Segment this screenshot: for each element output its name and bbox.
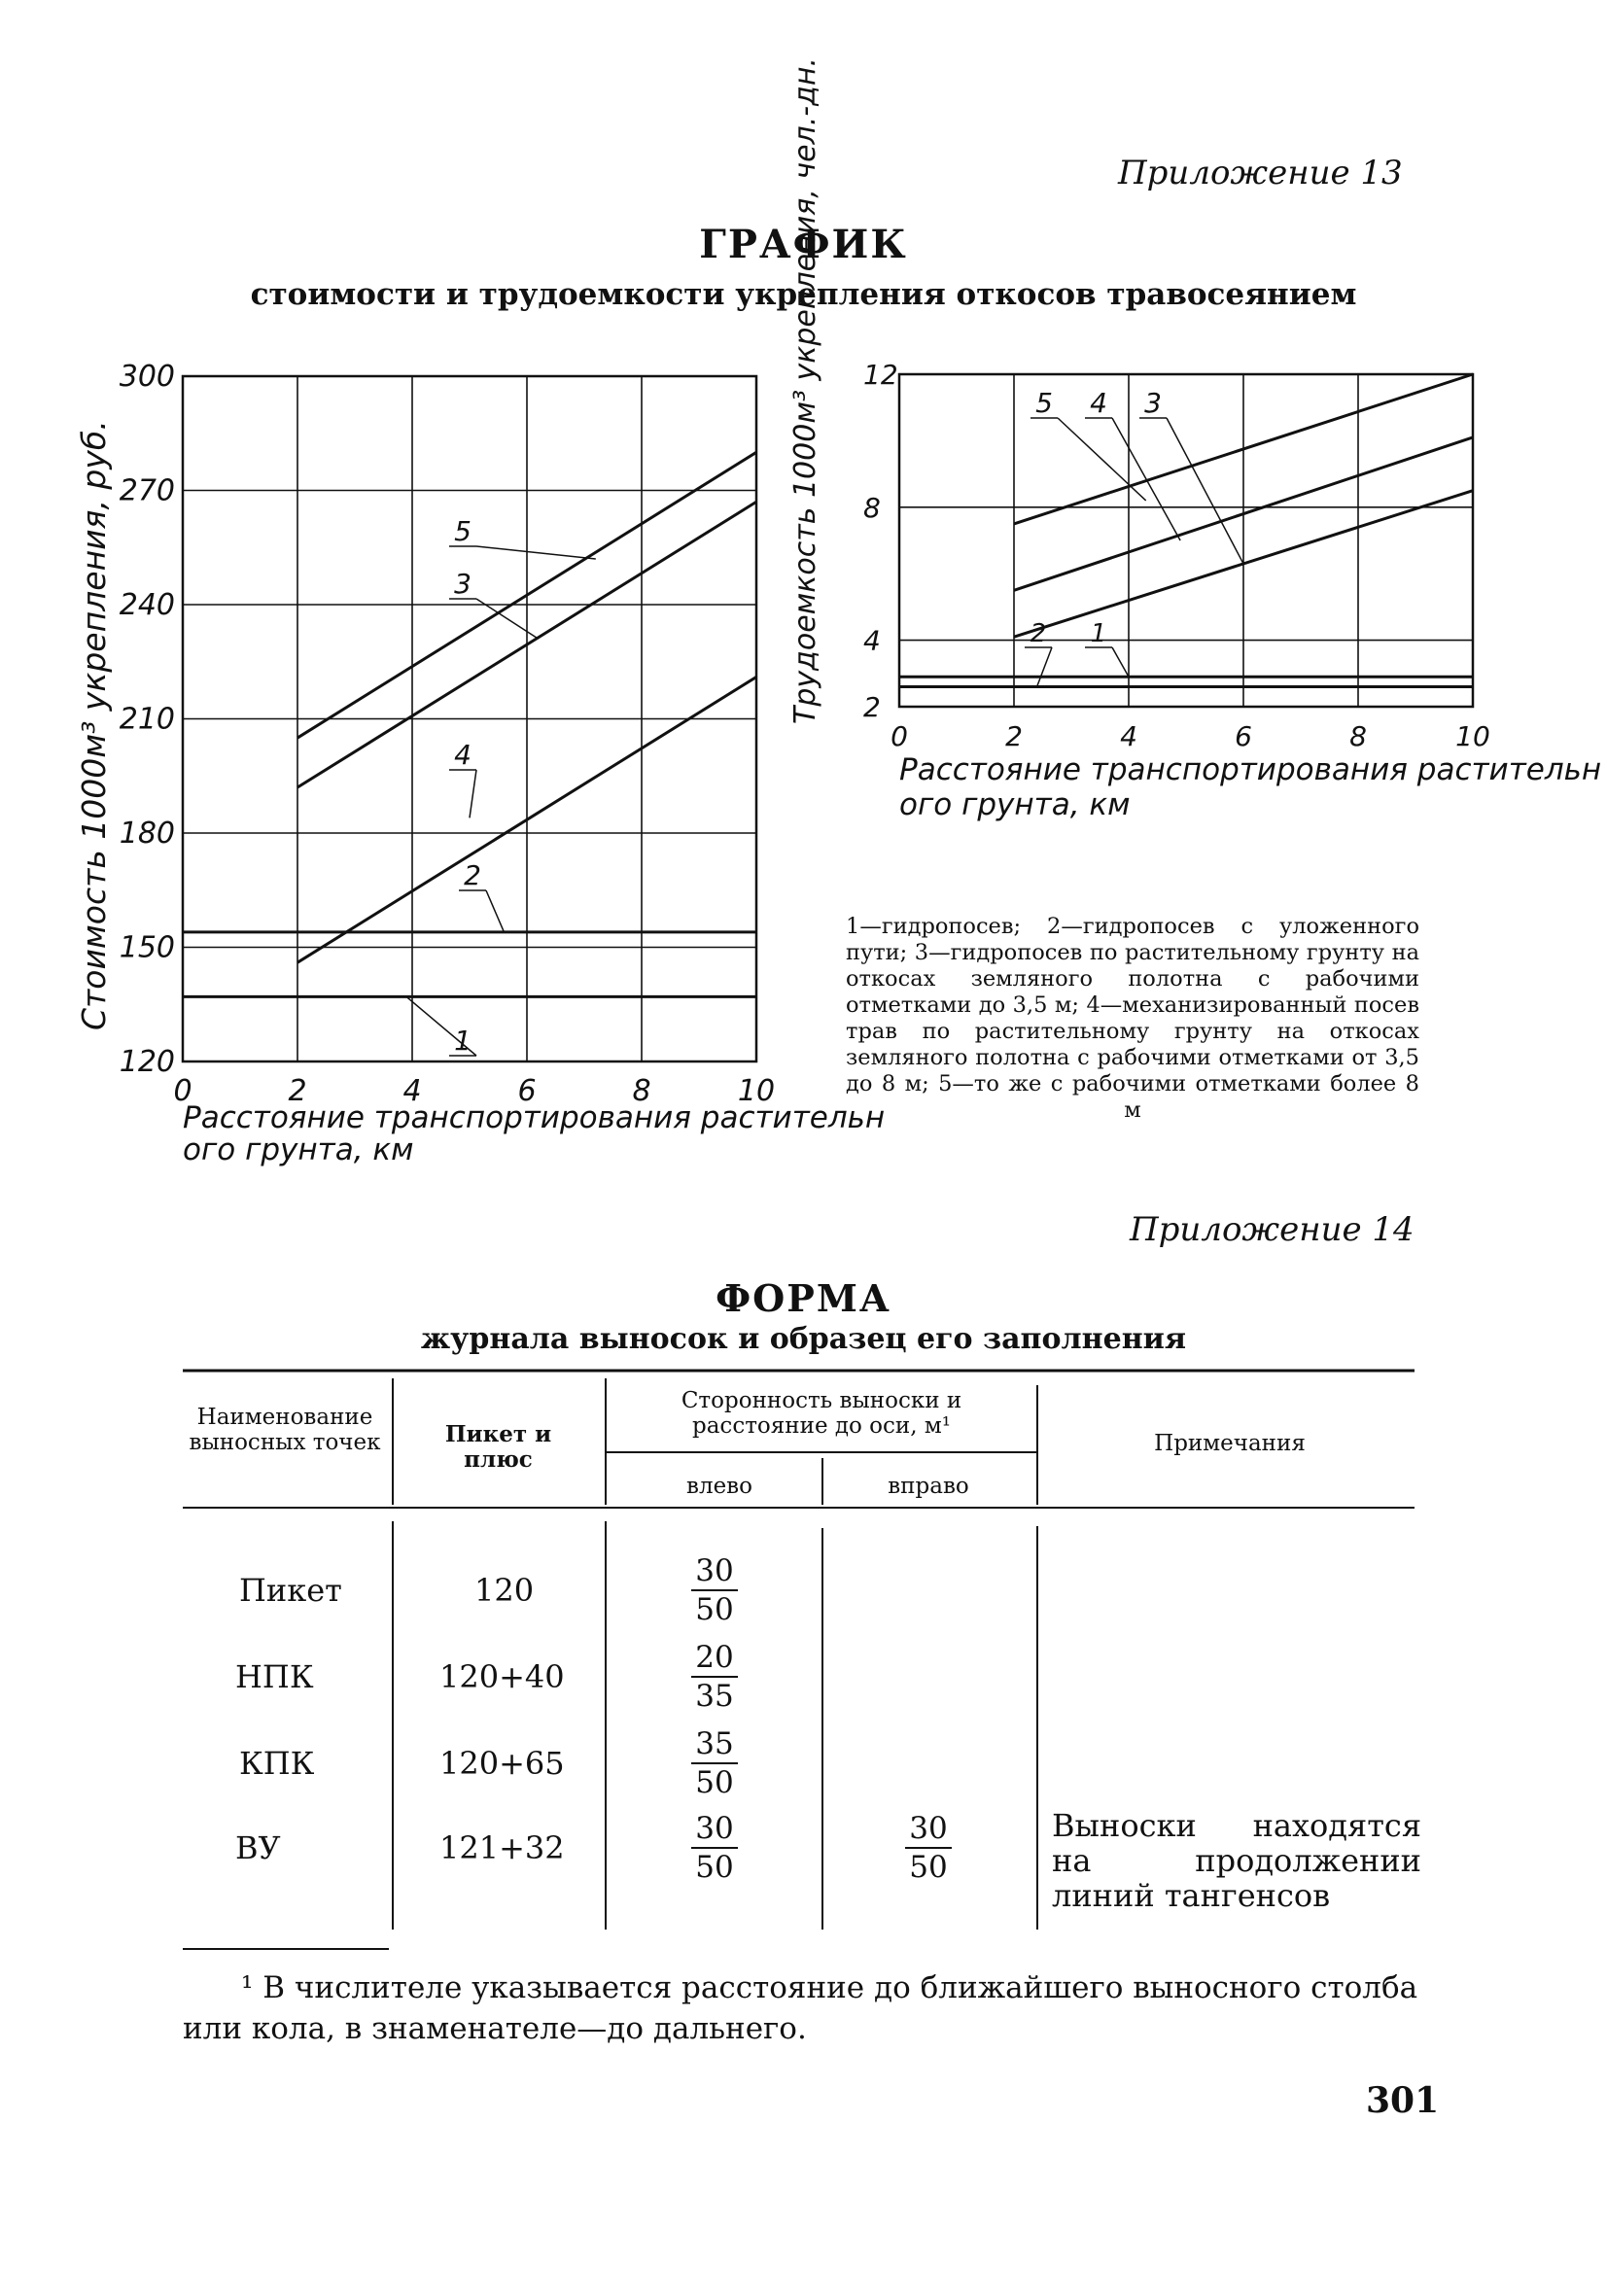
- header-right: вправо: [888, 1474, 969, 1499]
- row-name: НПК: [235, 1658, 314, 1695]
- right-numerator: 30: [905, 1810, 951, 1849]
- right-denominator: 50: [909, 1850, 948, 1885]
- row-left-fraction: [681, 1552, 749, 1628]
- row-right-fraction: [894, 1810, 962, 1886]
- row-name: КПК: [239, 1745, 315, 1782]
- row-picket: 120+40: [439, 1658, 565, 1695]
- series-label-3: 3: [454, 568, 472, 600]
- series-label-4: 4: [454, 739, 472, 771]
- y-tick-label: 120: [119, 1045, 175, 1079]
- header-picket: Пикет и плюс: [444, 1421, 552, 1473]
- page-number: 301: [1366, 2080, 1440, 2121]
- footnote: ¹ В числителе указывается расстояние до ближайшего выносного столба или кола, в знаменателе—до дальнего.: [183, 1970, 1418, 2046]
- y-tick-label: 8: [863, 491, 881, 524]
- left-numerator: 30: [691, 1552, 737, 1591]
- x-tick-label: 0: [891, 720, 908, 752]
- x-tick-label: 4: [402, 1074, 422, 1108]
- header-left: влево: [686, 1474, 752, 1499]
- y-tick-label: 240: [119, 588, 175, 622]
- x-tick-label: 6: [517, 1074, 537, 1108]
- y-tick-label: 4: [863, 624, 881, 657]
- y-tick-label: 2: [863, 691, 881, 723]
- x-tick-label: 2: [288, 1074, 307, 1108]
- row-name: Пикет: [239, 1572, 342, 1609]
- form-subtitle: журнала выносок и образец его заполнения: [420, 1322, 1187, 1356]
- x-tick-label: 2: [1005, 720, 1023, 752]
- x-tick-label: 6: [1235, 720, 1252, 752]
- x-tick-label: 10: [1455, 720, 1490, 752]
- form-title: ФОРМА: [716, 1276, 891, 1320]
- series-label-2: 2: [1030, 619, 1047, 648]
- series-label-2: 2: [464, 859, 481, 891]
- series-label-4: 4: [1090, 387, 1107, 419]
- x-tick-label: 8: [632, 1074, 651, 1108]
- y-axis-label: Стоимость 1000м³ укрепления, руб.: [75, 420, 113, 1030]
- header-side-distance: Сторонность выноски и расстояние до оси, м¹: [681, 1388, 962, 1439]
- x-axis-label-cont: ого грунта, км: [183, 1132, 414, 1167]
- row-left-fraction: [681, 1810, 749, 1886]
- series-label-5: 5: [1035, 387, 1053, 419]
- left-denominator: 35: [695, 1679, 734, 1714]
- row-note: Выноски находятся на продолжении линий тангенсов: [1052, 1807, 1421, 1914]
- y-tick-label: 150: [119, 930, 175, 965]
- appendix-14-label: Приложение 14: [1130, 1210, 1415, 1249]
- row-picket: 120+65: [439, 1745, 565, 1782]
- x-axis-label: Расстояние транспортирования растительн: [183, 1100, 886, 1135]
- left-numerator: 35: [691, 1725, 737, 1764]
- row-name: ВУ: [235, 1829, 281, 1866]
- y-axis-label: Трудоемкость 1000м³ укрепления, чел.-дн.: [788, 57, 822, 724]
- series-label-5: 5: [454, 515, 472, 547]
- left-denominator: 50: [695, 1850, 734, 1885]
- series-label-1: 1: [1090, 619, 1107, 648]
- appendix-13-label: Приложение 13: [1118, 154, 1403, 192]
- left-numerator: 20: [691, 1639, 737, 1678]
- y-tick-label: 300: [119, 360, 175, 394]
- y-tick-label: 270: [119, 473, 175, 508]
- y-tick-label: 180: [119, 817, 175, 851]
- left-denominator: 50: [695, 1765, 734, 1800]
- x-tick-label: 4: [1120, 720, 1137, 752]
- left-denominator: 50: [695, 1592, 734, 1627]
- left-numerator: 30: [691, 1810, 737, 1849]
- row-left-fraction: [681, 1725, 749, 1801]
- chart-legend: 1—гидропосев; 2—гидропосев с уложенного пути; 3—гидропосев по растительному грунту на откосах земляного полотна с рабочими отметками до 3,5 м; 4—механизированный посев трав по растительному грунту на откосах земляного полотна с рабочими отметками от 3,5 до 8 м; 5—то же с рабочими отметками более 8 м: [846, 914, 1419, 1123]
- series-label-1: 1: [454, 1025, 472, 1057]
- x-tick-label: 8: [1349, 720, 1367, 752]
- graph-subtitle: стоимости и трудоемкости укрепления откосов травосеянием: [250, 277, 1357, 312]
- y-tick-label: 12: [863, 359, 898, 391]
- x-axis-label: Расстояние транспортирования растительн: [899, 752, 1602, 787]
- y-tick-label: 210: [119, 702, 175, 737]
- series-label-3: 3: [1144, 387, 1162, 419]
- x-tick-label: 10: [737, 1074, 776, 1108]
- header-notes: Примечания: [1154, 1431, 1306, 1456]
- x-axis-label-cont: ого грунта, км: [899, 787, 1131, 822]
- row-picket: 120: [474, 1572, 535, 1609]
- x-tick-label: 0: [173, 1074, 192, 1108]
- header-point-name: Наименование выносных точек: [189, 1405, 381, 1455]
- row-left-fraction: [681, 1639, 749, 1715]
- graph-title: ГРАФИК: [699, 222, 908, 267]
- row-picket: 121+32: [439, 1829, 565, 1866]
